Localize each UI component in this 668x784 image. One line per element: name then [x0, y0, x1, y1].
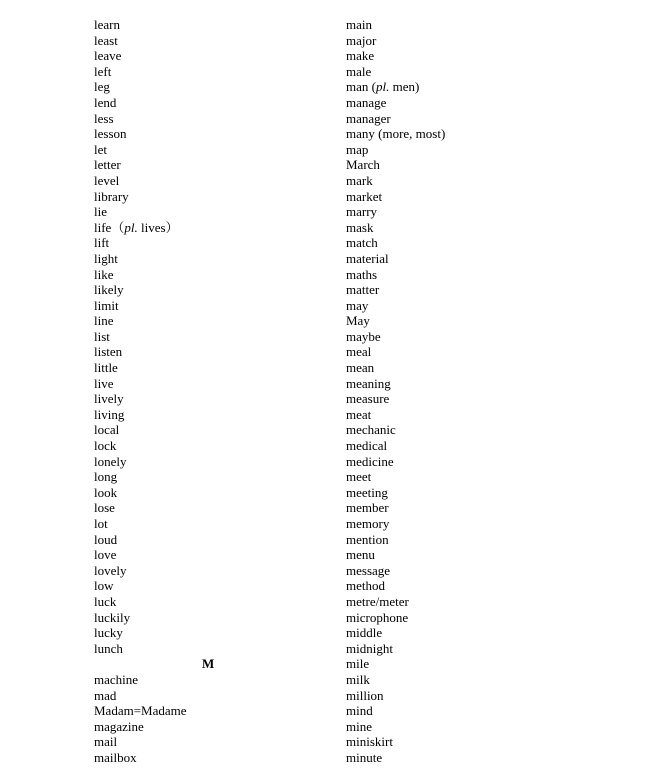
word-entry	[94, 641, 324, 657]
word-text: mean	[346, 360, 375, 376]
section-heading: M	[202, 656, 215, 672]
word-text: material	[346, 250, 389, 266]
word-entry	[94, 563, 324, 579]
word-entry	[94, 422, 324, 438]
word-entry	[94, 360, 324, 376]
word-text: local	[94, 422, 120, 438]
word-entry	[346, 422, 646, 438]
word-text: market	[346, 188, 383, 204]
word-entry	[94, 79, 324, 95]
note-italic-abbrev: pl.	[124, 219, 138, 235]
note-plural-form: men	[389, 79, 415, 95]
word-entry	[94, 750, 324, 766]
word-text: man	[346, 79, 369, 95]
word-entry	[346, 64, 646, 80]
word-text: measure	[346, 391, 390, 407]
word-entry	[346, 313, 646, 329]
word-text: manage	[346, 94, 387, 110]
word-entry	[346, 485, 646, 501]
word-entry	[346, 547, 646, 563]
plural-note	[368, 79, 419, 94]
word-entry	[94, 532, 324, 548]
word-text: may	[346, 297, 369, 313]
word-entry	[346, 376, 646, 392]
word-entry	[94, 157, 324, 173]
word-text: mail	[94, 734, 118, 750]
word-text: member	[346, 500, 389, 516]
word-entry	[94, 48, 324, 64]
word-text: lose	[94, 500, 115, 516]
word-text: May	[346, 313, 370, 329]
word-text: lift	[94, 235, 110, 251]
word-text: map	[346, 141, 369, 157]
word-entry	[94, 126, 324, 142]
word-entry	[346, 48, 646, 64]
word-entry	[94, 344, 324, 360]
word-text: maths	[346, 266, 378, 282]
word-entry	[346, 17, 646, 33]
word-entry	[346, 204, 646, 220]
word-text: male	[346, 63, 372, 79]
word-text: marry	[346, 204, 378, 220]
word-text: matter	[346, 282, 380, 298]
word-text: lunch	[94, 640, 123, 656]
word-text: meat	[346, 406, 372, 422]
word-text: long	[94, 469, 118, 485]
word-text: miniskirt	[346, 734, 393, 750]
word-entry	[94, 578, 324, 594]
word-entry	[94, 111, 324, 127]
word-entry	[346, 454, 646, 470]
word-entry	[94, 251, 324, 267]
word-entry	[346, 594, 646, 610]
word-entry	[94, 204, 324, 220]
word-text: major	[346, 32, 377, 48]
word-text: lesson	[94, 126, 127, 142]
word-entry	[346, 672, 646, 688]
word-text: like	[94, 266, 114, 282]
word-text: leg	[94, 79, 110, 95]
plural-note	[111, 220, 178, 235]
word-text: mine	[346, 718, 372, 734]
word-text: mark	[346, 172, 373, 188]
word-text: meaning	[346, 375, 391, 391]
word-text: midnight	[346, 640, 393, 656]
word-text: listen	[94, 344, 123, 360]
word-text: medical	[346, 438, 388, 454]
word-entry	[94, 329, 324, 345]
word-text: let	[94, 141, 107, 157]
word-entry	[346, 282, 646, 298]
note-close-paren: )	[415, 79, 420, 95]
word-text: million	[346, 687, 384, 703]
word-text: level	[94, 172, 120, 188]
word-text: meeting	[346, 484, 388, 500]
word-text: lend	[94, 94, 117, 110]
word-entry	[94, 734, 324, 750]
word-entry	[94, 703, 324, 719]
word-entry	[346, 641, 646, 657]
left-word-column	[94, 17, 324, 766]
word-text: make	[346, 48, 375, 64]
word-text: less	[94, 110, 114, 126]
word-entry	[346, 95, 646, 111]
word-entry	[346, 750, 646, 766]
word-entry	[94, 235, 324, 251]
word-text: low	[94, 578, 114, 594]
word-entry	[346, 157, 646, 173]
word-entry	[346, 220, 646, 236]
word-text: method	[346, 578, 385, 594]
word-text: meal	[346, 344, 372, 360]
note-italic-abbrev: pl.	[375, 79, 390, 95]
word-entry	[94, 313, 324, 329]
word-text: message	[346, 562, 391, 578]
word-text: lonely	[94, 453, 127, 469]
word-text: line	[94, 313, 114, 329]
word-text: March	[346, 157, 380, 173]
word-text: mind	[346, 703, 373, 719]
word-text: match	[346, 235, 378, 251]
word-entry	[346, 267, 646, 283]
note-plural-form: lives	[137, 219, 166, 235]
word-text: lively	[94, 391, 124, 407]
word-entry	[94, 95, 324, 111]
word-text: manager	[346, 110, 391, 126]
word-text: list	[94, 328, 110, 344]
word-text: lot	[94, 516, 108, 531]
word-text: letter	[94, 157, 121, 173]
word-text: live	[94, 375, 114, 391]
word-entry	[94, 391, 324, 407]
word-entry	[346, 142, 646, 158]
word-entry	[94, 282, 324, 298]
word-entry	[346, 438, 646, 454]
word-entry	[94, 547, 324, 563]
word-text: learn	[94, 17, 120, 32]
word-text: light	[94, 250, 118, 266]
word-text: mask	[346, 219, 374, 235]
word-text: medicine	[346, 453, 394, 469]
right-word-column	[346, 17, 646, 766]
word-text: Madam=Madame	[94, 703, 187, 719]
word-entry	[346, 33, 646, 49]
word-entry	[94, 719, 324, 735]
word-entry	[346, 719, 646, 735]
word-text: magazine	[94, 718, 144, 734]
word-entry	[94, 173, 324, 189]
word-entry	[346, 360, 646, 376]
word-entry	[94, 485, 324, 501]
word-text: mention	[346, 531, 389, 547]
word-text: mechanic	[346, 422, 396, 438]
word-entry	[346, 407, 646, 423]
word-entry	[346, 610, 646, 626]
word-text: metre/meter	[346, 593, 409, 609]
word-entry	[94, 17, 324, 33]
note-open-paren: (	[368, 79, 376, 95]
word-entry	[346, 688, 646, 704]
word-entry	[346, 126, 646, 142]
word-text: minute	[346, 749, 383, 765]
word-entry	[346, 329, 646, 345]
word-text: microphone	[346, 609, 409, 625]
word-text: library	[94, 188, 129, 204]
word-text: lucky	[94, 625, 123, 641]
word-text: many (more, most)	[346, 126, 446, 142]
word-text: machine	[94, 671, 139, 687]
word-text: leave	[94, 48, 122, 64]
word-text: mad	[94, 687, 117, 703]
word-entry	[346, 469, 646, 485]
word-text: limit	[94, 297, 119, 313]
word-entry	[94, 469, 324, 485]
word-entry	[94, 142, 324, 158]
word-text: mile	[346, 656, 370, 672]
word-text: love	[94, 547, 117, 563]
word-text: luckily	[94, 609, 131, 625]
word-entry	[94, 407, 324, 423]
word-text: mailbox	[94, 749, 137, 765]
word-text: loud	[94, 531, 118, 547]
word-entry	[346, 656, 646, 672]
word-text: meet	[346, 469, 372, 485]
word-text: main	[346, 17, 372, 32]
word-entry	[94, 189, 324, 205]
word-text: lock	[94, 438, 117, 454]
word-entry	[94, 64, 324, 80]
note-open-paren: （	[111, 219, 125, 235]
word-entry	[94, 672, 324, 688]
word-entry	[346, 173, 646, 189]
word-text: milk	[346, 671, 370, 687]
word-entry	[346, 625, 646, 641]
word-entry	[94, 298, 324, 314]
word-entry	[346, 500, 646, 516]
word-entry	[346, 111, 646, 127]
word-text: life	[94, 219, 112, 235]
word-text: little	[94, 360, 118, 376]
word-text: living	[94, 406, 125, 422]
word-entry	[346, 516, 646, 532]
word-text: likely	[94, 282, 124, 298]
word-entry	[346, 703, 646, 719]
word-entry	[94, 33, 324, 49]
word-entry	[346, 532, 646, 548]
word-text: least	[94, 32, 118, 48]
word-entry	[94, 454, 324, 470]
word-entry	[346, 79, 646, 95]
word-entry	[94, 610, 324, 626]
word-entry	[346, 563, 646, 579]
word-entry	[346, 251, 646, 267]
word-entry	[94, 438, 324, 454]
word-entry	[94, 220, 324, 236]
word-entry	[94, 594, 324, 610]
word-entry	[346, 235, 646, 251]
word-entry	[346, 298, 646, 314]
word-entry	[94, 267, 324, 283]
word-text: left	[94, 63, 112, 79]
word-text: look	[94, 484, 118, 500]
word-entry	[346, 391, 646, 407]
word-entry	[346, 344, 646, 360]
word-text: memory	[346, 516, 390, 531]
word-entry	[94, 516, 324, 532]
word-text: middle	[346, 625, 383, 641]
word-text: lovely	[94, 562, 127, 578]
word-entry	[346, 578, 646, 594]
word-entry	[346, 189, 646, 205]
word-entry	[346, 734, 646, 750]
word-text: maybe	[346, 328, 381, 344]
word-entry	[94, 625, 324, 641]
word-entry	[94, 500, 324, 516]
word-entry	[94, 688, 324, 704]
word-entry	[94, 376, 324, 392]
word-text: luck	[94, 593, 117, 609]
word-text: lie	[94, 204, 107, 220]
word-text: menu	[346, 547, 375, 563]
note-close-paren: ）	[165, 219, 179, 235]
